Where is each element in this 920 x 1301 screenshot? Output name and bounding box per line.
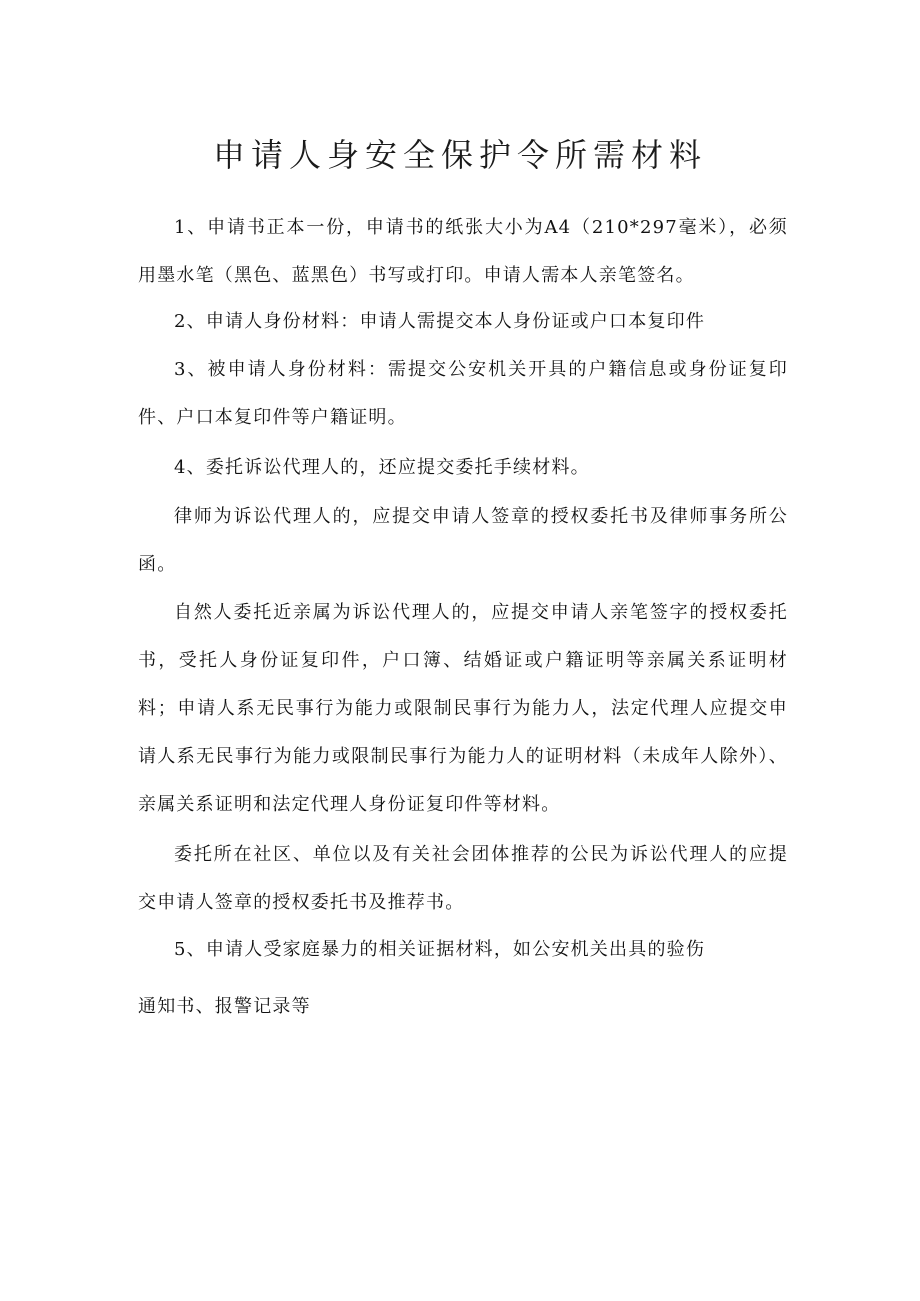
paragraph-4: 4、委托诉讼代理人的，还应提交委托手续材料。 (174, 457, 590, 478)
paragraph-community-agent: 委托所在社区、单位以及有关社会团体推荐的公民为诉讼代理人的应提交申请人签章的授权委托书及推荐书。 (138, 844, 788, 913)
paragraph-5-line-2: 通知书、报警记录等 (138, 996, 311, 1017)
paragraph-5-line-1: 5、申请人受家庭暴力的相关证据材料，如公安机关出具的验伤 (174, 939, 706, 960)
paragraph-relative-agent: 自然人委托近亲属为诉讼代理人的，应提交申请人亲笔签字的授权委托书，受托人身份证复印件，户口簿、结婚证或户籍证明等亲属关系证明材料；申请人系无民事行为能力或限制民事行为能力人，法定代理人应提交申请人系无民事行为能力或限制民事行为能力人的证明材料（未成年人除外）、亲属关系证明和法定代理人身份证复印件等材料。 (138, 602, 788, 815)
paragraph-lawyer-agent: 律师为诉讼代理人的，应提交申请人签章的授权委托书及律师事务所公函。 (138, 506, 788, 575)
paragraph-1: 1、申请书正本一份，申请书的纸张大小为A4（210*297毫米），必须用墨水笔（黑色、蓝黑色）书写或打印。申请人需本人亲笔签名。 (138, 217, 788, 286)
paragraph-3: 3、被申请人身份材料：需提交公安机关开具的户籍信息或身份证复印件、户口本复印件等户籍证明。 (138, 359, 788, 428)
paragraph-2: 2、申请人身份材料：申请人需提交本人身份证或户口本复印件 (174, 311, 706, 332)
document-title: 申请人身安全保护令所需材料 (212, 136, 707, 175)
